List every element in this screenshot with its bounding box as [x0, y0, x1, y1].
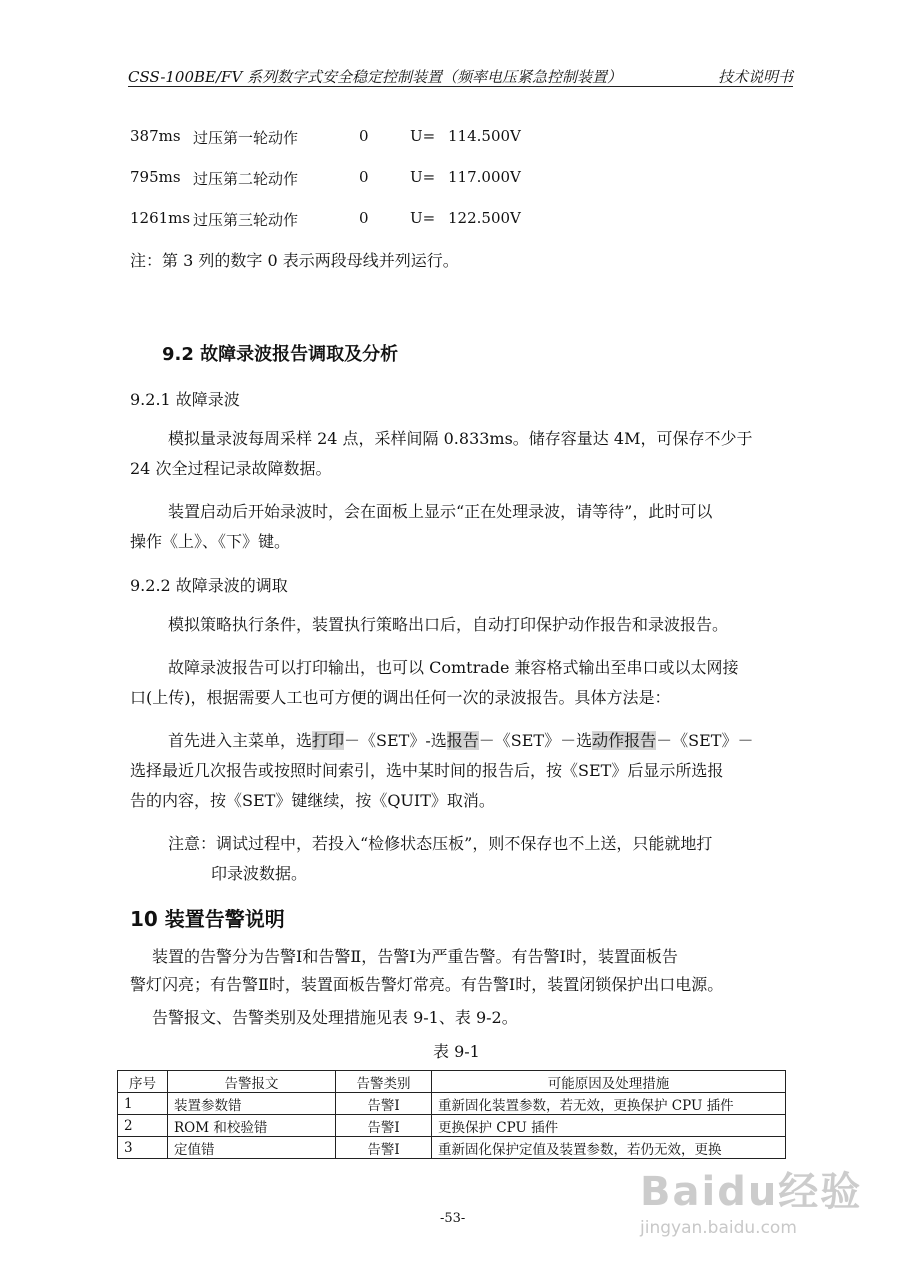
record-flag: 0 — [359, 168, 369, 186]
highlight-report: 报告 — [446, 731, 479, 750]
paragraph-line: 24 次全过程记录故障数据。 — [130, 459, 332, 478]
section-heading-9-2: 9.2 故障录波报告调取及分析 — [162, 344, 399, 365]
record-value: 122.500V — [448, 209, 521, 227]
paragraph-line: 警灯闪亮；有告警Ⅱ时，装置面板告警灯常亮。有告警Ⅰ时，装置闭锁保护出口电源。 — [130, 975, 724, 994]
table-row — [118, 1137, 786, 1159]
header-cell: 序号 — [118, 1071, 168, 1093]
paragraph-line: 口(上传)，根据需要人工也可方便的调出任何一次的录波报告。具体方法是： — [130, 688, 671, 707]
caution-line: 注意：调试过程中，若投入“检修状态压板”，则不保存也不上送，只能就地打 — [168, 834, 713, 853]
highlight-print: 打印 — [312, 731, 345, 750]
record-flag: 0 — [359, 127, 369, 145]
table-header-row — [118, 1071, 786, 1093]
table-cell: 1 — [118, 1093, 168, 1115]
highlight-action-report: 动作报告 — [592, 731, 657, 750]
subsection-heading: 9.2.1 故障录波 — [130, 390, 240, 409]
table-cell: 更换保护 CPU 插件 — [432, 1115, 786, 1137]
table-cell: 2 — [118, 1115, 168, 1137]
section-heading-10: 10 装置告警说明 — [130, 907, 285, 931]
subsection-heading: 9.2.2 故障录波的调取 — [130, 576, 288, 595]
header-cell: 告警报文 — [168, 1071, 336, 1093]
caution-line: 印录波数据。 — [211, 864, 308, 883]
table-cell: 定值错 — [168, 1137, 336, 1159]
watermark-logo: Baidu经验 — [640, 1169, 863, 1215]
paragraph-line: 装置启动后开始录波时，会在面板上显示“正在处理录波，请等待”，此时可以 — [168, 502, 713, 521]
record-label: U= — [410, 168, 436, 186]
text-segment: 首先进入主菜单，选 — [168, 731, 313, 750]
record-event: 过压第二轮动作 — [193, 170, 299, 188]
text-segment: －《SET》-选 — [344, 731, 447, 750]
paragraph-line: 故障录波报告可以打印输出，也可以 Comtrade 兼容格式输出至串口或以太网接 — [168, 658, 739, 677]
record-time: 387ms — [130, 127, 181, 145]
menu-path-line — [168, 729, 753, 753]
note-text: 注：第 3 列的数字 0 表示两段母线并列运行。 — [130, 251, 459, 270]
record-time: 795ms — [130, 168, 181, 186]
record-flag: 0 — [359, 209, 369, 227]
table-cell: 告警Ⅰ — [336, 1137, 432, 1159]
text-segment: －《SET》－选 — [478, 731, 593, 750]
table-caption: 表 9-1 — [433, 1042, 480, 1061]
paragraph-line: 选择最近几次报告或按照时间索引，选中某时间的报告后，按《SET》后显示所选报 — [130, 761, 724, 780]
table-row — [118, 1115, 786, 1137]
paragraph-line: 操作《上》、《下》键。 — [130, 532, 291, 551]
paragraph-line: 装置的告警分为告警Ⅰ和告警Ⅱ，告警Ⅰ为严重告警。有告警Ⅰ时，装置面板告 — [152, 947, 678, 966]
header-title: CSS-100BE/FV 系列数字式安全稳定控制装置（频率电压紧急控制装置） — [128, 68, 623, 86]
record-event: 过压第三轮动作 — [193, 211, 299, 229]
page-header — [128, 66, 793, 87]
text-segment: －《SET》－ — [656, 731, 754, 750]
header-cell: 告警类别 — [336, 1071, 432, 1093]
table-cell: 告警Ⅰ — [336, 1115, 432, 1137]
page-number: -53- — [440, 1211, 466, 1226]
watermark-url: jingyan.baidu.com — [640, 1218, 797, 1238]
header-cell: 可能原因及处理措施 — [432, 1071, 786, 1093]
record-event: 过压第一轮动作 — [193, 129, 299, 147]
table-cell: 3 — [118, 1137, 168, 1159]
paragraph-line: 模拟策略执行条件，装置执行策略出口后，自动打印保护动作报告和录波报告。 — [168, 615, 729, 634]
record-value: 117.000V — [448, 168, 521, 186]
record-label: U= — [410, 127, 436, 145]
table-cell: 重新固化保护定值及装置参数，若仍无效，更换 — [432, 1137, 786, 1159]
table-cell: 告警Ⅰ — [336, 1093, 432, 1115]
table-cell: ROM 和校验错 — [168, 1115, 336, 1137]
alarm-table — [117, 1070, 786, 1159]
table-row — [118, 1093, 786, 1115]
table-cell: 重新固化装置参数，若无效，更换保护 CPU 插件 — [432, 1093, 786, 1115]
paragraph-line: 模拟量录波每周采样 24 点，采样间隔 0.833ms。储存容量达 4M，可保存不少于 — [168, 429, 753, 448]
paragraph-line: 告警报文、告警类别及处理措施见表 9-1、表 9-2。 — [152, 1008, 518, 1027]
record-time: 1261ms — [130, 209, 191, 227]
record-label: U= — [410, 209, 436, 227]
header-doc-type: 技术说明书 — [717, 68, 793, 86]
record-value: 114.500V — [448, 127, 521, 145]
paragraph-line: 告的内容，按《SET》键继续，按《QUIT》取消。 — [130, 791, 495, 810]
table-cell: 装置参数错 — [168, 1093, 336, 1115]
